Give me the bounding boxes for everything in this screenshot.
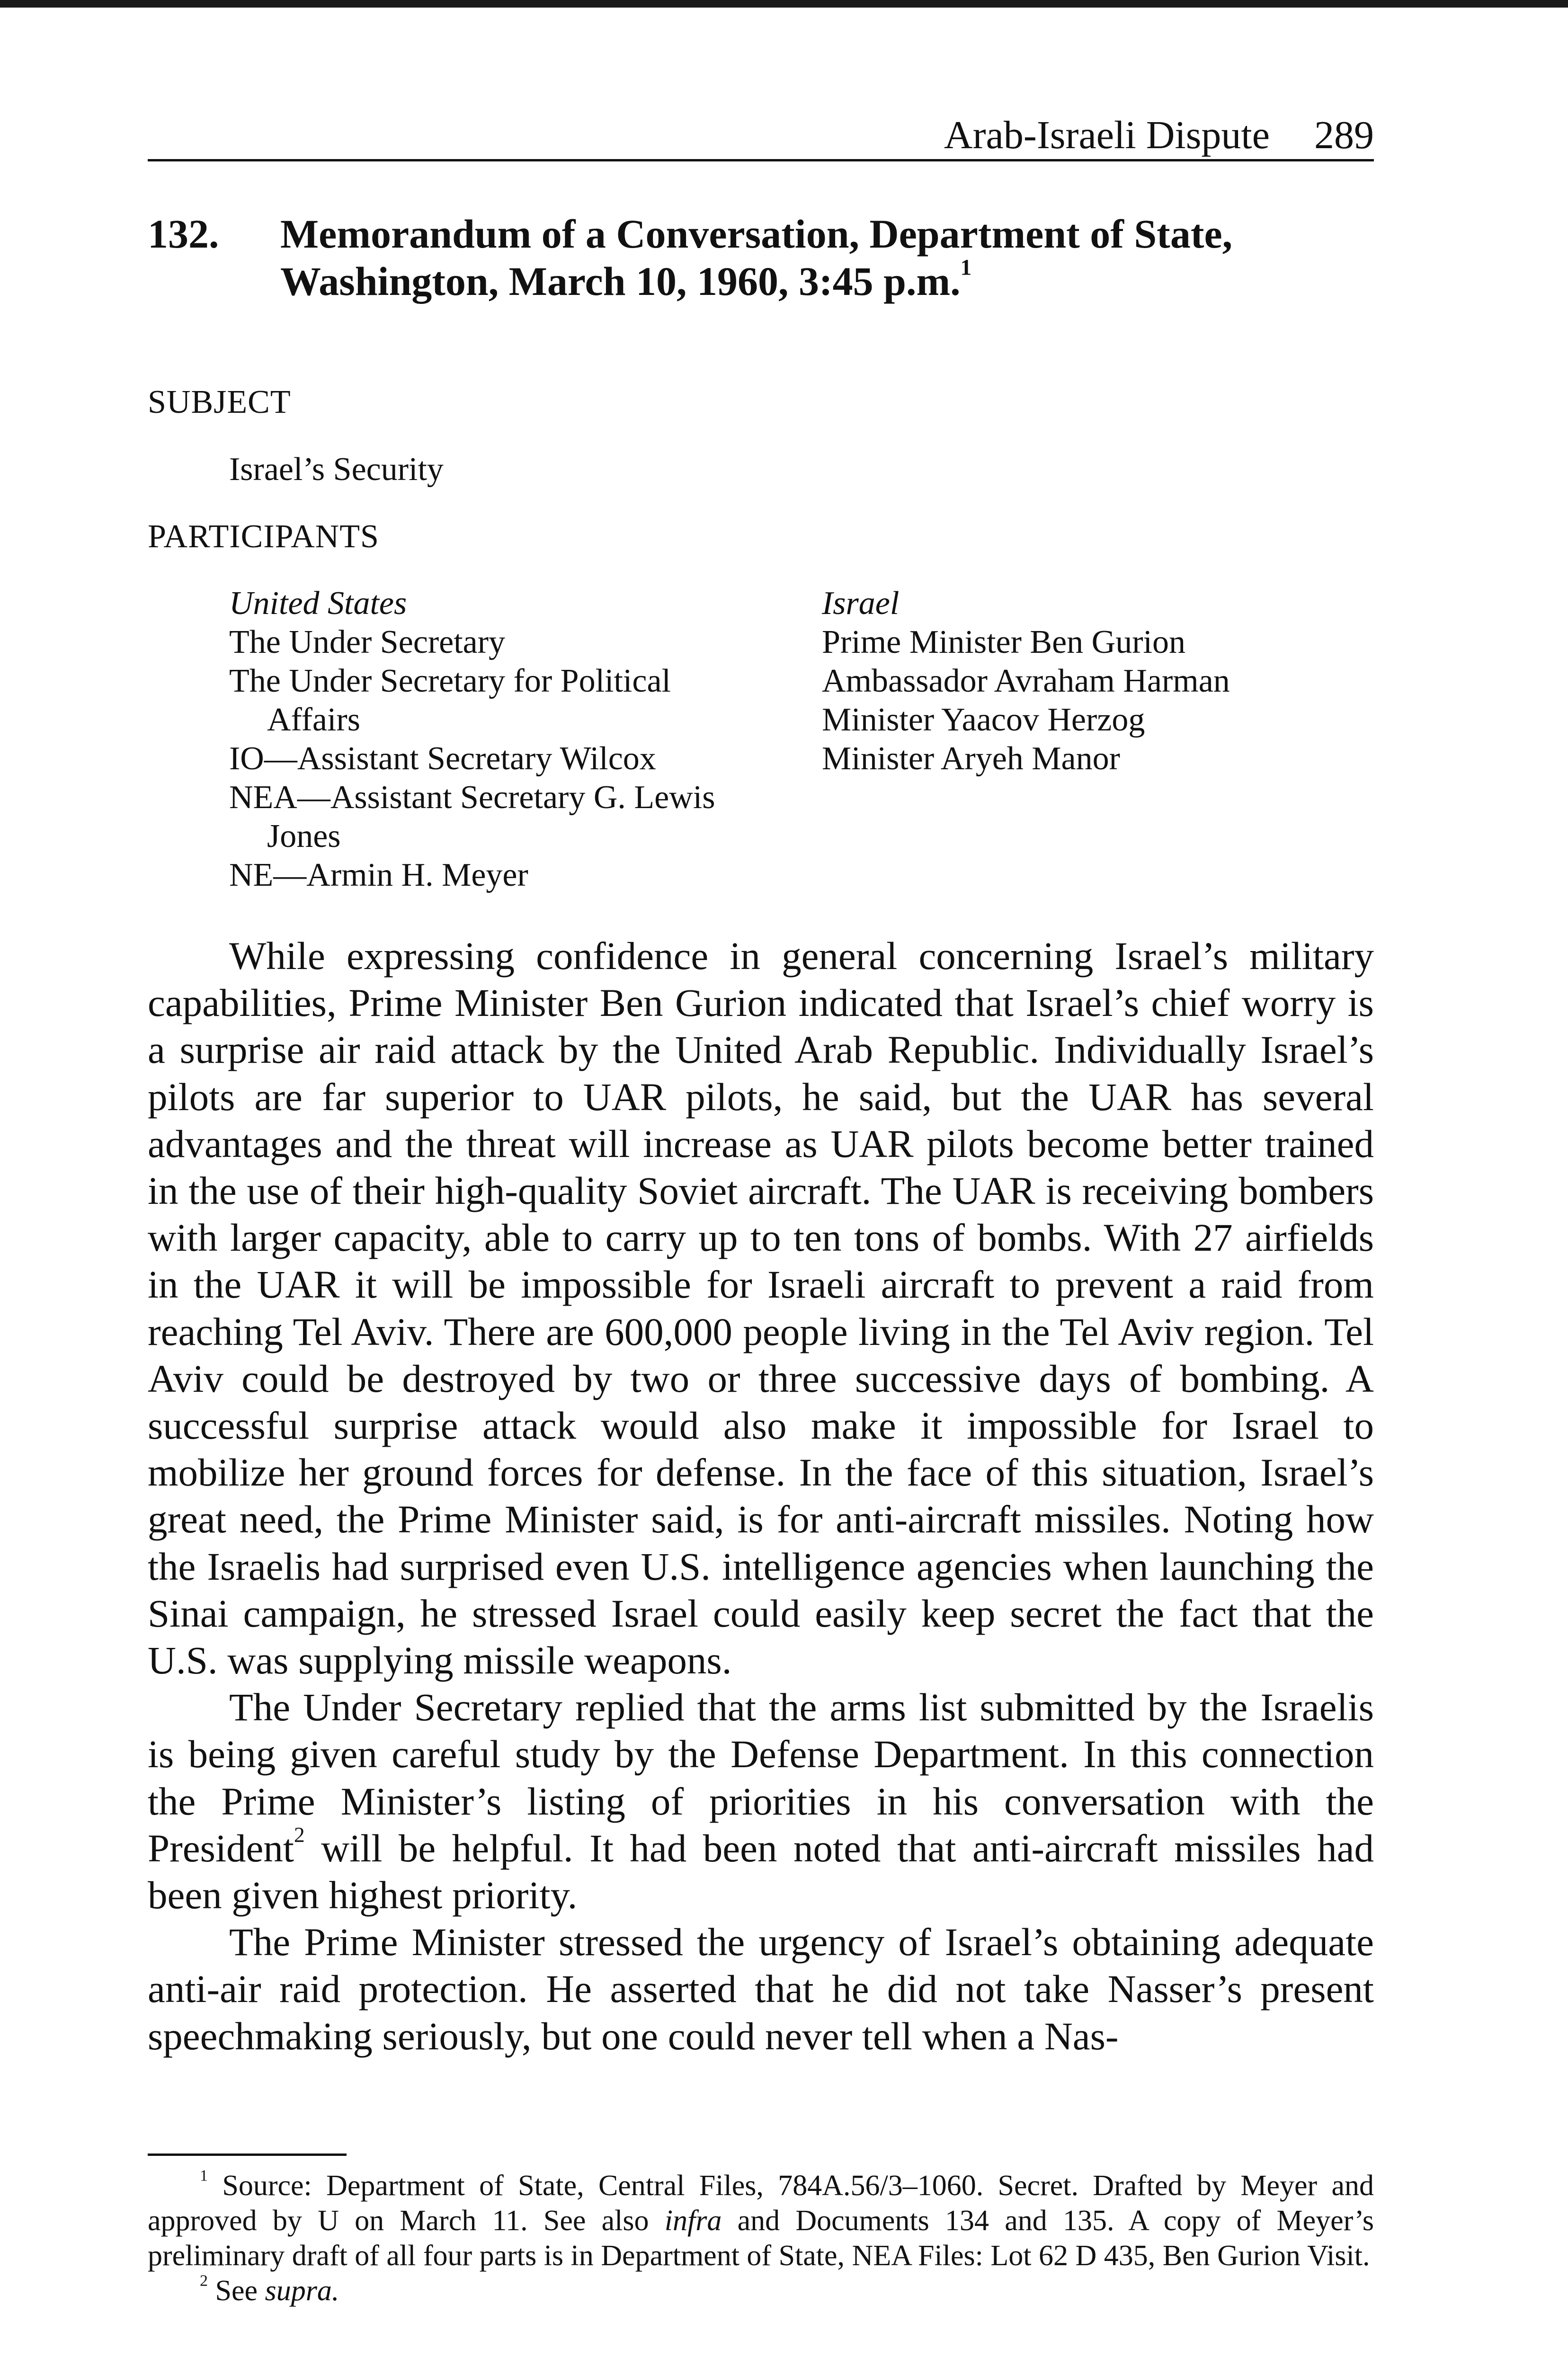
participant-us: Affairs (267, 702, 360, 738)
footnote-1-italic: infra (664, 2205, 722, 2237)
participant-us: NE—Armin H. Meyer (229, 857, 528, 893)
running-head-title: Arab-Israeli Dispute (944, 113, 1270, 157)
participant-us: Jones (267, 818, 341, 854)
participant-israel: Minister Yaacov Herzog (822, 702, 1145, 738)
participant-israel: Ambassador Avraham Harman (822, 663, 1230, 699)
participant-us: IO—Assistant Secretary Wilcox (229, 740, 656, 777)
footnote-1-text-start: Source: Department of State, Central Files, 784A.56/3–1060. Secret. Drafted by Meyer and approved by U on March 11. See also (148, 2170, 1374, 2237)
footnote-ref-2: 2 (294, 1822, 305, 1847)
participants-label: PARTICIPANTS (148, 518, 379, 555)
footnote-2-italic: supra. (265, 2275, 339, 2307)
participant-israel: Minister Aryeh Manor (822, 740, 1120, 777)
participant-us: NEA—Assistant Secretary G. Lewis (229, 779, 715, 816)
participants-israel-heading: Israel (822, 585, 900, 622)
footnote-ref-1: 1 (960, 255, 972, 280)
footnote-1-text-end: and Documents 134 and 135. A copy of Meyer’s preliminary draft of all four parts is in Department of State, NEA Files: Lot 62 D 435, Ben Gurion Visit. (148, 2205, 1374, 2272)
footnote-2-marker: 2 (200, 2272, 208, 2290)
document-number: 132. (148, 211, 219, 257)
scan-edge (0, 0, 1568, 8)
body-paragraph-2-start: The Under Secretary replied that the arms list submitted by the Israelis is being given careful study by the Defense Department. In this connection the Prime Minister’s listing of priorities in his conversation with the President (148, 1685, 1374, 1870)
body-paragraph-2-end: will be helpful. It had been noted that anti-aircraft missiles had been given highest priority. (148, 1826, 1374, 1917)
header-rule (148, 159, 1374, 161)
page-number: 289 (1314, 113, 1374, 157)
body-paragraph-3: The Prime Minister stressed the urgency of Israel’s obtaining adequate anti-air raid protection. He asserted that he did not take Nasser’s present speechmaking seriously, but one could never tell when a Nas- (148, 1920, 1374, 2058)
participant-israel: Prime Minister Ben Gurion (822, 624, 1185, 660)
running-head (148, 112, 1374, 159)
footnote-1-marker: 1 (200, 2167, 208, 2185)
footnote-2-text: See (208, 2275, 265, 2307)
body-text (148, 933, 1374, 2060)
document-title (280, 210, 1369, 305)
body-paragraph-2 (148, 1684, 1374, 1919)
footnote-1 (148, 2168, 1374, 2273)
participant-us: The Under Secretary for Political (229, 663, 671, 699)
footnotes (148, 2168, 1374, 2308)
footnote-rule (148, 2153, 347, 2156)
body-paragraph-1: While expressing confidence in general concerning Israel’s military capabilities, Prime Minister Ben Gurion indicated that Israel’s chief worry is a surprise air raid attack by the United Arab Republic. Individually Israel’s pilots are far superior to UAR pilots, he said, but the UAR has several advantages and the threat will increase as UAR pilots become better trained in the use of their high-quality Soviet aircraft. The UAR is receiving bombers with larger capacity, able to carry up to ten tons of bombs. With 27 airfields in the UAR it will be impossible for Israeli aircraft to prevent a raid from reaching Tel Aviv. There are 600,000 people living in the Tel Aviv region. Tel Aviv could be destroyed by two or three successive days of bombing. A successful surprise attack would also make it impossible for Israel to mobilize her ground forces for defense. In the face of this situation, Israel’s great need, the Prime Minister said, is for anti-aircraft missiles. Noting how the Israelis had surprised even U.S. intelligence agencies when launching the Sinai campaign, he stressed Israel could easily keep secret the fact that the U.S. was supplying missile weapons. (148, 934, 1374, 1682)
subject-value: Israel’s Security (229, 451, 444, 488)
document-title-text: Memorandum of a Conversation, Department of State, Washington, March 10, 1960, 3:45 p.m. (280, 211, 1233, 304)
subject-label: SUBJECT (148, 384, 291, 420)
participants-us-heading: United States (229, 585, 407, 622)
footnote-2 (148, 2273, 1374, 2308)
participant-us: The Under Secretary (229, 624, 506, 660)
participants-us-column (229, 584, 715, 895)
participants-israel-column (822, 584, 1230, 778)
